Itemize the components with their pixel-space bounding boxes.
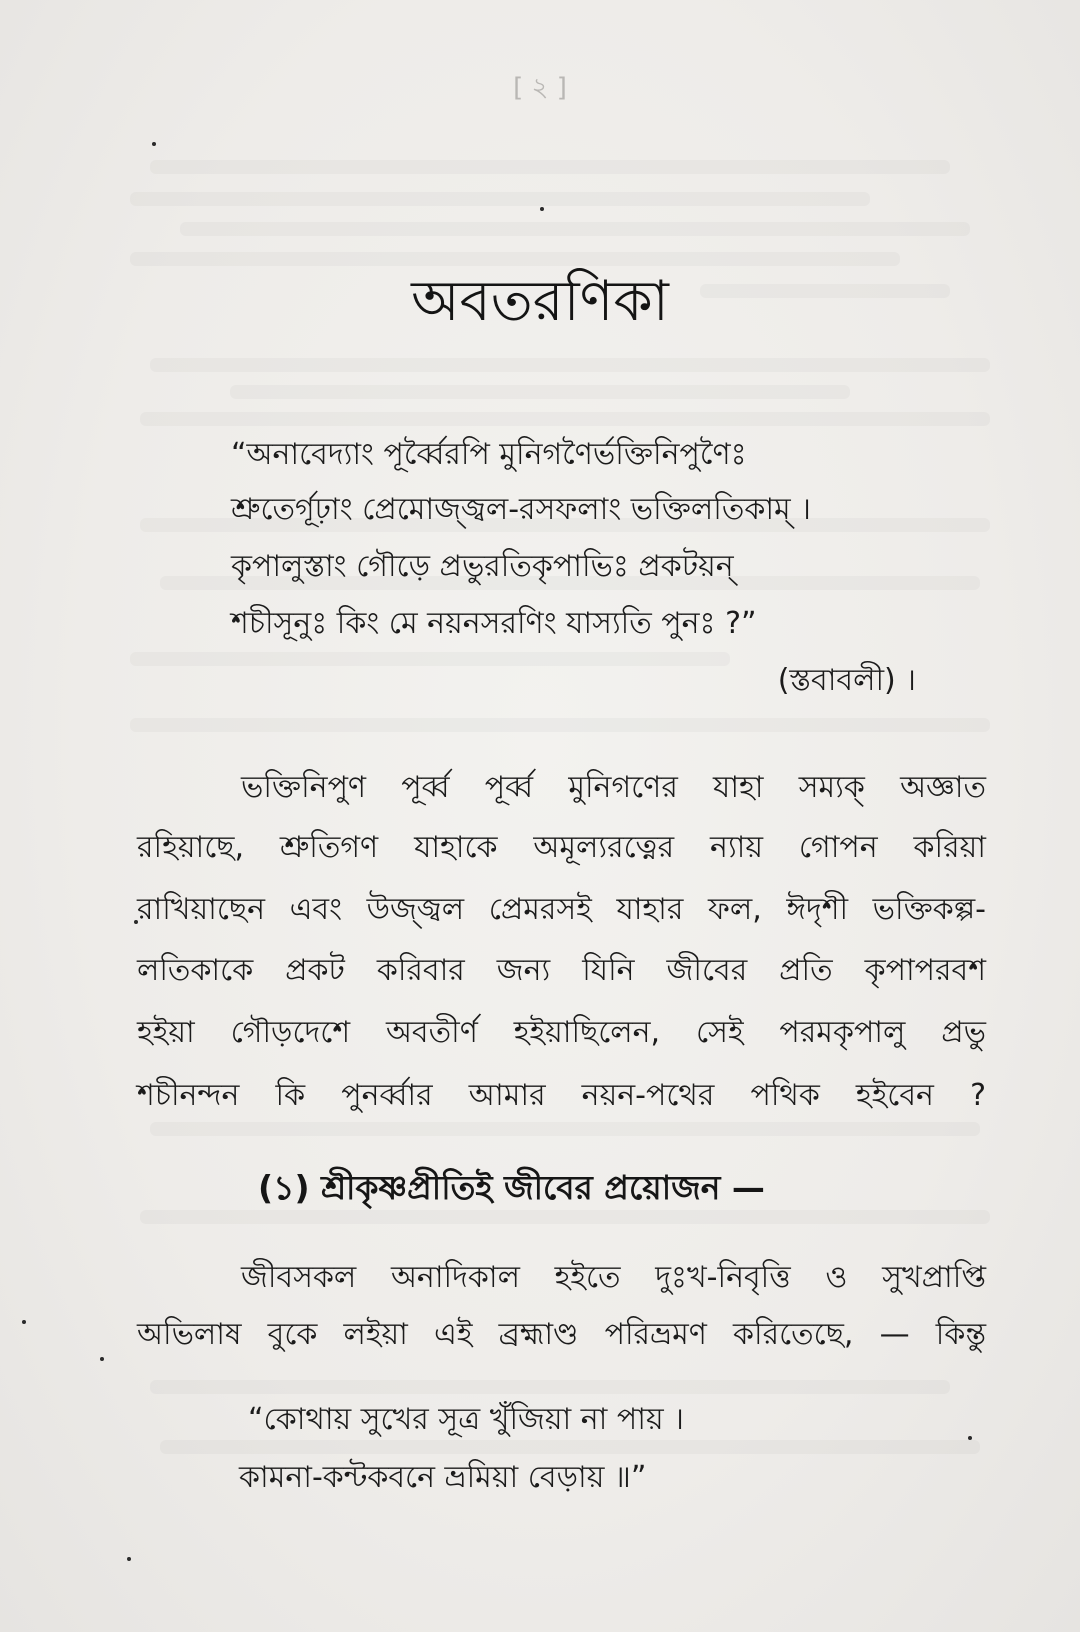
paragraph-line: ভক্তিনিপুণ পূর্ব্ব পূর্ব্ব মুনিগণের যাহা সম্যক্ অজ্ঞাত [241,770,986,805]
paragraph-line: হইয়া গৌড়দেশে অবতীর্ণ হইয়াছিলেন, সেই পরমকৃপালু প্রভু [137,1015,986,1050]
verse-line: কৃপালুস্তাং গৌড়ে প্রভুরতিকৃপাভিঃ প্রকটয়ন্ [231,549,734,584]
quote-line: “কোথায় সুখের সূত্র খুঁজিয়া না পায় । [248,1402,684,1437]
verse-line: শ্রুতের্গূঢ়াং প্রেমোজ্জ্বল-রসফলাং ভক্তিলতিকাম্ । [231,492,811,527]
paragraph-line: লতিকাকে প্রকট করিবার জন্য যিনি জীবের প্রতি কৃপাপরবশ [137,953,986,988]
speck [540,207,544,211]
verse-source: (স্তবাবলী) । [777,663,916,698]
paragraph-line: অভিলাষ বুকে লইয়া এই ব্রহ্মাণ্ড পরিভ্রমণ করিতেছে, — কিন্তু [137,1317,986,1352]
bleed-through-mark [150,1122,980,1136]
speck [100,1357,104,1361]
bleed-through-mark [160,1440,980,1454]
bleed-through-mark [150,160,950,174]
paragraph-line: শচীনন্দন কি পুনর্ব্বার আমার নয়ন-পথের পথিক হইবেন ? [137,1078,986,1113]
paragraph-line: রহিয়াছে, শ্রুতিগণ যাহাকে অমূল্যরত্নের ন্যায় গোপন করিয়া [137,830,986,865]
page-number: [ ২ ] [513,73,567,103]
speck [22,1320,26,1324]
speck [152,142,156,146]
paragraph-line: জীবসকল অনাদিকাল হইতে দুঃখ-নিবৃত্তি ও সুখপ্রাপ্তি [241,1260,986,1295]
bleed-through-mark [140,412,990,426]
bleed-through-mark [130,652,730,666]
section-heading: (১) শ্রীকৃষ্ণপ্রীতিই জীবের প্রয়োজন — [258,1168,765,1207]
speck [127,1557,131,1561]
speck [968,1436,972,1440]
bleed-through-mark [180,222,970,236]
bleed-through-mark [140,1210,990,1224]
bleed-through-mark [230,385,850,399]
verse-line: “অনাবেদ্যাং পূর্ব্বৈরপি মুনিগণৈর্ভক্তিনিপুণৈঃ [231,437,747,472]
bleed-through-mark [130,192,870,206]
paragraph-line: রাখিয়াছেন এবং উজ্জ্বল প্রেমরসই যাহার ফল, ঈদৃশী ভক্তিকল্প- [137,892,986,927]
bleed-through-mark [150,1380,950,1394]
quote-line: কামনা-কন্টকবনে ভ্রমিয়া বেড়ায় ॥” [239,1460,647,1495]
verse-line: শচীসূনুঃ কিং মে নয়নসরণিং যাস্যতি পুনঃ ?” [231,606,757,641]
bleed-through-mark [150,358,990,372]
page-title: অবতরণিকা [411,269,669,334]
bleed-through-mark [130,718,990,732]
